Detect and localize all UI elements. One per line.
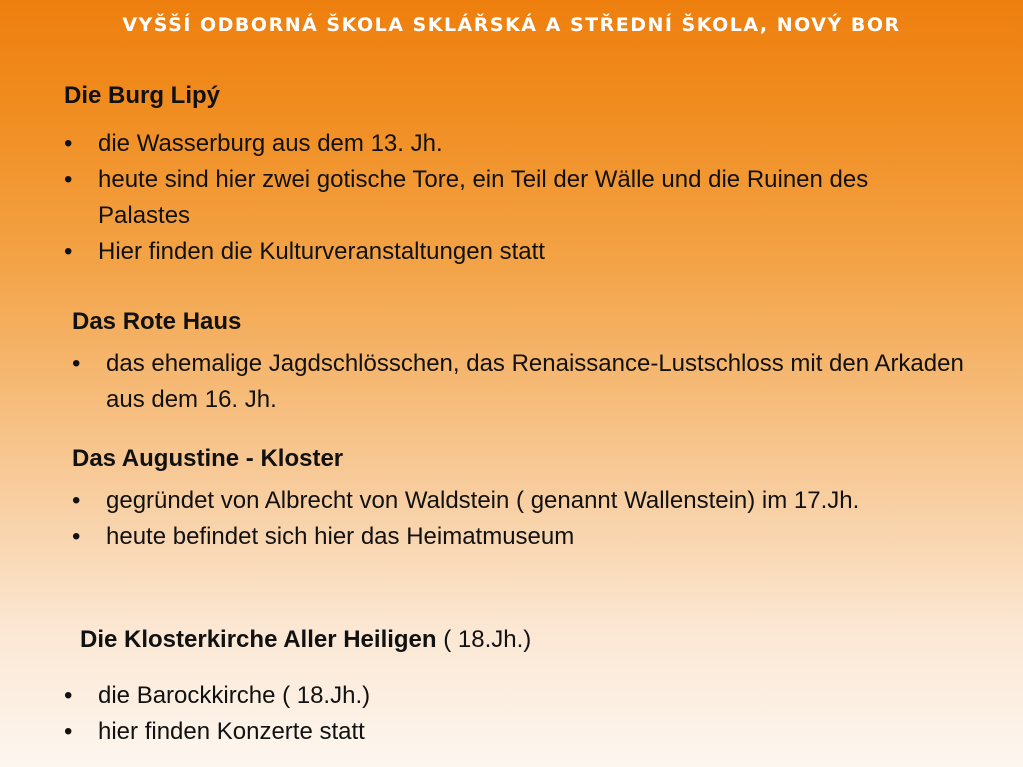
- list-item: • heute sind hier zwei gotische Tore, ein Teil der Wälle und die Ruinen des Palastes: [64, 162, 888, 234]
- section-title: Das Rote Haus: [72, 308, 242, 335]
- bullet-list: [64, 126, 894, 270]
- section-rote-haus: [72, 308, 982, 418]
- school-header: VYŠŠÍ ODBORNÁ ŠKOLA SKLÁŘSKÁ A STŘEDNÍ ŠKOLA, NOVÝ BOR: [122, 14, 901, 36]
- section-burg-lipy: [64, 82, 894, 270]
- section-title: Das Augustine - Kloster: [72, 445, 344, 472]
- section-klosterkirche: [80, 626, 780, 674]
- section-title-main: Die Klosterkirche Aller Heiligen: [80, 626, 437, 653]
- list-item: • gegründet von Albrecht von Waldstein ( genannt Wallenstein) im 17.Jh.: [72, 483, 956, 519]
- section-augustine-kloster: [72, 445, 962, 555]
- list-item: • die Wasserburg aus dem 13. Jh.: [64, 126, 894, 162]
- bullet-list: [72, 346, 982, 418]
- section-title-suffix: ( 18.Jh.): [436, 626, 532, 653]
- section-klosterkirche-list: [64, 678, 764, 750]
- bullet-list: [72, 483, 962, 555]
- list-item: • das ehemalige Jagdschlösschen, das Renaissance-Lustschloss mit den Arkaden aus dem 16. Jh.: [72, 346, 986, 418]
- section-title: [80, 626, 780, 654]
- list-item: • hier finden Konzerte statt: [64, 714, 764, 750]
- list-item: • die Barockkirche ( 18.Jh.): [64, 678, 764, 714]
- section-title: Die Burg Lipý: [64, 82, 221, 109]
- list-item: • heute befindet sich hier das Heimatmuseum: [72, 519, 962, 555]
- bullet-list: [64, 678, 764, 750]
- list-item: • Hier finden die Kulturveranstaltungen statt: [64, 234, 894, 270]
